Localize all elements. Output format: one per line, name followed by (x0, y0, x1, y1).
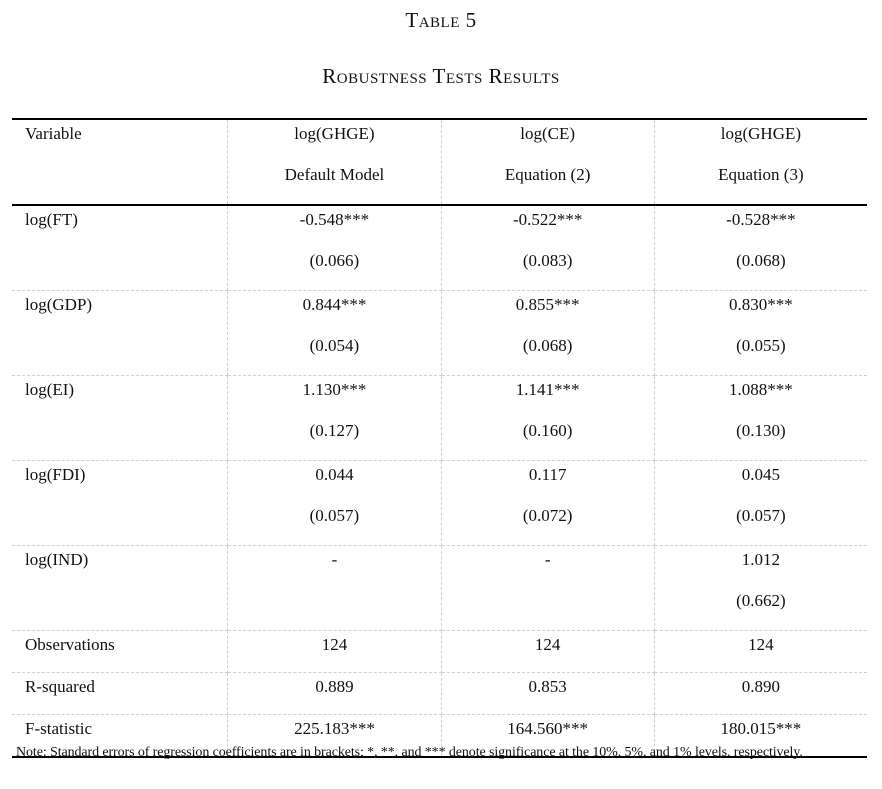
row-label: log(EI) (12, 376, 228, 461)
header-model: log(GHGE) (294, 124, 375, 143)
header-spec: Equation (2) (504, 165, 591, 184)
table-row (12, 546, 867, 631)
row-cell: 1.012 (0.662) (654, 546, 867, 631)
stats-row (12, 673, 867, 715)
row-cell: -0.548*** (0.066) (228, 205, 441, 291)
row-cell: 164.560*** (441, 715, 654, 758)
row-label: R-squared (12, 673, 228, 715)
header-model: log(GHGE) (720, 124, 802, 143)
table-row (12, 291, 867, 376)
row-cell: 1.141*** (0.160) (441, 376, 654, 461)
header-variable: Variable (12, 119, 228, 205)
row-cell: - (228, 546, 441, 631)
header-col-1 (228, 119, 441, 205)
table-caption: Robustness Tests Results (322, 64, 560, 88)
row-label: Observations (12, 631, 228, 673)
header-spec: Default Model (284, 165, 385, 184)
row-label: log(FDI) (12, 461, 228, 546)
header-model: log(CE) (520, 124, 576, 143)
row-cell: -0.522*** (0.083) (441, 205, 654, 291)
row-cell: 124 (441, 631, 654, 673)
table-header-row (12, 119, 867, 205)
table-row (12, 205, 867, 291)
row-cell: 124 (228, 631, 441, 673)
row-cell: 180.015*** (654, 715, 867, 758)
row-cell: 0.044 (0.057) (228, 461, 441, 546)
table-number: Table 5 (405, 8, 477, 32)
table-note: Note: Standard errors of regression coefficients are in brackets; *, **, and *** denote significance at the 10%, 5%, and 1% levels, respectively. (16, 745, 803, 760)
row-cell: 0.045 (0.057) (654, 461, 867, 546)
row-cell: -0.528*** (0.068) (654, 205, 867, 291)
row-cell: 0.855*** (0.068) (441, 291, 654, 376)
row-label: log(GDP) (12, 291, 228, 376)
row-cell: 0.853 (441, 673, 654, 715)
row-cell: - (441, 546, 654, 631)
row-cell: 1.088*** (0.130) (654, 376, 867, 461)
row-cell: 0.117 (0.072) (441, 461, 654, 546)
header-spec: Equation (3) (718, 165, 804, 184)
table-row (12, 376, 867, 461)
table-row (12, 461, 867, 546)
row-label: F-statistic (12, 715, 228, 758)
row-cell: 0.844*** (0.054) (228, 291, 441, 376)
row-label: log(FT) (12, 205, 228, 291)
row-cell: 0.830*** (0.055) (654, 291, 867, 376)
row-cell: 124 (654, 631, 867, 673)
row-cell: 0.889 (228, 673, 441, 715)
row-cell: 225.183*** (228, 715, 441, 758)
row-label: log(IND) (12, 546, 228, 631)
row-cell: 1.130*** (0.127) (228, 376, 441, 461)
header-col-3 (654, 119, 867, 205)
row-cell: 0.890 (654, 673, 867, 715)
header-col-2 (441, 119, 654, 205)
stats-row (12, 631, 867, 673)
robustness-table (12, 118, 867, 758)
